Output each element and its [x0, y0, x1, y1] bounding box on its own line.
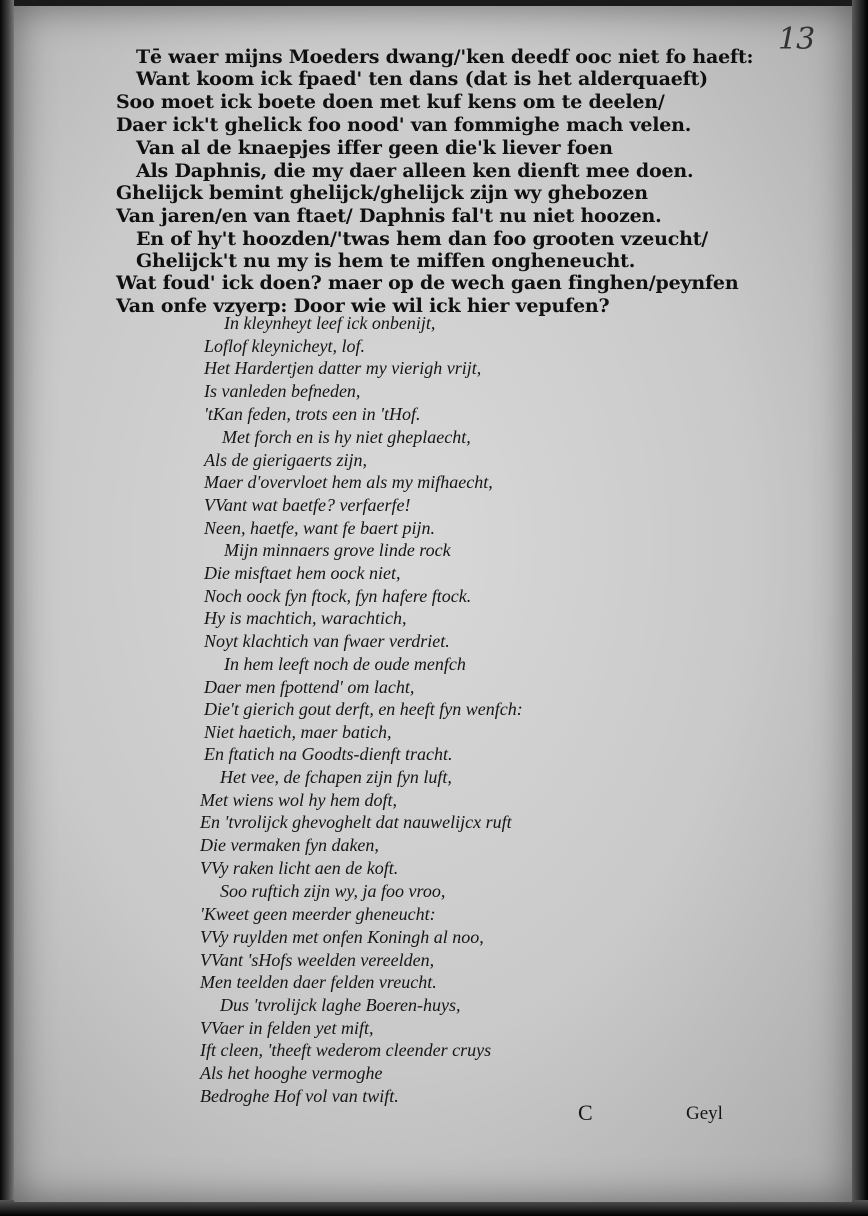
- verse-line: Maer d'overvloet hem als my mifhaecht,: [204, 472, 493, 492]
- verse-line: Tē waer mijns Moeders dwang/'ken deedf ooc niet fo haeft:: [136, 46, 754, 68]
- verse-line: Soo moet ick boete doen met kuf kens om te deelen/: [116, 91, 665, 113]
- verse-line: Die misftaet hem oock niet,: [204, 563, 401, 583]
- verse-line: 'Kweet geen meerder gheneucht:: [200, 904, 436, 924]
- verse-line: Loflof kleynicheyt, lof.: [204, 336, 365, 356]
- verse-line: Daer ick't ghelick foo nood' van fommighe mach velen.: [116, 114, 692, 136]
- verse-line: Men teelden daer felden vreucht.: [200, 972, 437, 992]
- verse-line: 'tKan feden, trots een in 'tHof.: [204, 404, 421, 424]
- verse-line: Van al de knaepjes iffer geen die'k liever foen: [136, 137, 613, 159]
- verse-line: En of hy't hoozden/'twas hem dan foo grooten vzeucht/: [136, 228, 709, 250]
- verse-line: Want koom ick fpaed' ten dans (dat is het alderquaeft): [136, 68, 708, 90]
- verse-line: Ift cleen, 'theeft wederom cleender cruys: [200, 1040, 492, 1060]
- verse-line: Noch oock fyn ftock, fyn hafere ftock.: [204, 586, 472, 606]
- verse-line: VVy raken licht aen de koft.: [200, 858, 399, 878]
- right-page-edge: [852, 0, 868, 1216]
- verse-line: VVant wat baetfe? verfaerfe!: [204, 495, 411, 515]
- page-number: 13: [778, 22, 815, 57]
- verse-line: Met forch en is hy niet gheplaecht,: [222, 427, 471, 447]
- verse-line: Ghelijck't nu my is hem te miffen ongheneucht.: [136, 250, 636, 272]
- verse-line: Als Daphnis, die my daer alleen ken dienft mee doen.: [136, 160, 694, 182]
- bottom-page-edge: [0, 1200, 868, 1216]
- verse-line: Neen, haetfe, want fe baert pijn.: [204, 518, 435, 538]
- verse-line: Daer men fpottend' om lacht,: [204, 677, 415, 697]
- verse-line: Bedroghe Hof vol van twift.: [200, 1086, 399, 1106]
- verse-line: En 'tvrolijck ghevoghelt dat nauwelijcx ruft: [200, 812, 512, 832]
- verse-line: Dus 'tvrolijck laghe Boeren-huys,: [220, 995, 461, 1015]
- verse-line: VVant 'sHofs weelden vereelden,: [200, 950, 435, 970]
- verse-line: Die vermaken fyn daken,: [200, 835, 379, 855]
- verse-line: En ftatich na Goodts-dienft tracht.: [204, 744, 453, 764]
- verse-line: VVy ruylden met onfen Koningh al noo,: [200, 927, 484, 947]
- verse-line: Hy is machtich, warachtich,: [204, 608, 407, 628]
- verse-line: Ghelijck bemint ghelijck/ghelijck zijn wy ghebozen: [116, 182, 648, 204]
- verse-line: Het vee, de fchapen zijn fyn luft,: [220, 767, 452, 787]
- verse-line: Soo ruftich zijn wy, ja foo vroo,: [220, 881, 446, 901]
- verse-line: Mijn minnaers grove linde rock: [224, 540, 451, 560]
- verse-line: Van onfe vzyerp: Door wie wil ick hier vepufen?: [116, 295, 610, 317]
- verse-line: Met wiens wol hy hem doft,: [200, 790, 397, 810]
- verse-line: Die't gierich gout derft, en heeft fyn wenfch:: [204, 699, 523, 719]
- catchword: Geyl: [686, 1103, 723, 1124]
- binding-gutter: [0, 0, 14, 1216]
- verse-line: In hem leeft noch de oude menfch: [224, 654, 466, 674]
- verse-line: Als het hooghe vermoghe: [200, 1063, 383, 1083]
- verse-line: Van jaren/en van ftaet/ Daphnis fal't nu niet hoozen.: [116, 205, 662, 227]
- verse-line: Als de gierigaerts zijn,: [204, 450, 367, 470]
- verse-line: Is vanleden befneden,: [204, 381, 361, 401]
- verse-line: Noyt klachtich van fwaer verdriet.: [204, 631, 450, 651]
- signature-mark: C: [578, 1100, 593, 1125]
- verse-line: Niet haetich, maer batich,: [204, 722, 392, 742]
- verse-line: In kleynheyt leef ick onbenijt,: [224, 313, 436, 333]
- verse-line: VVaer in felden yet mift,: [200, 1018, 374, 1038]
- verse-line: Wat foud' ick doen? maer op de wech gaen finghen/peynfen: [116, 272, 739, 294]
- verse-line: Het Hardertjen datter my vierigh vrijt,: [204, 358, 482, 378]
